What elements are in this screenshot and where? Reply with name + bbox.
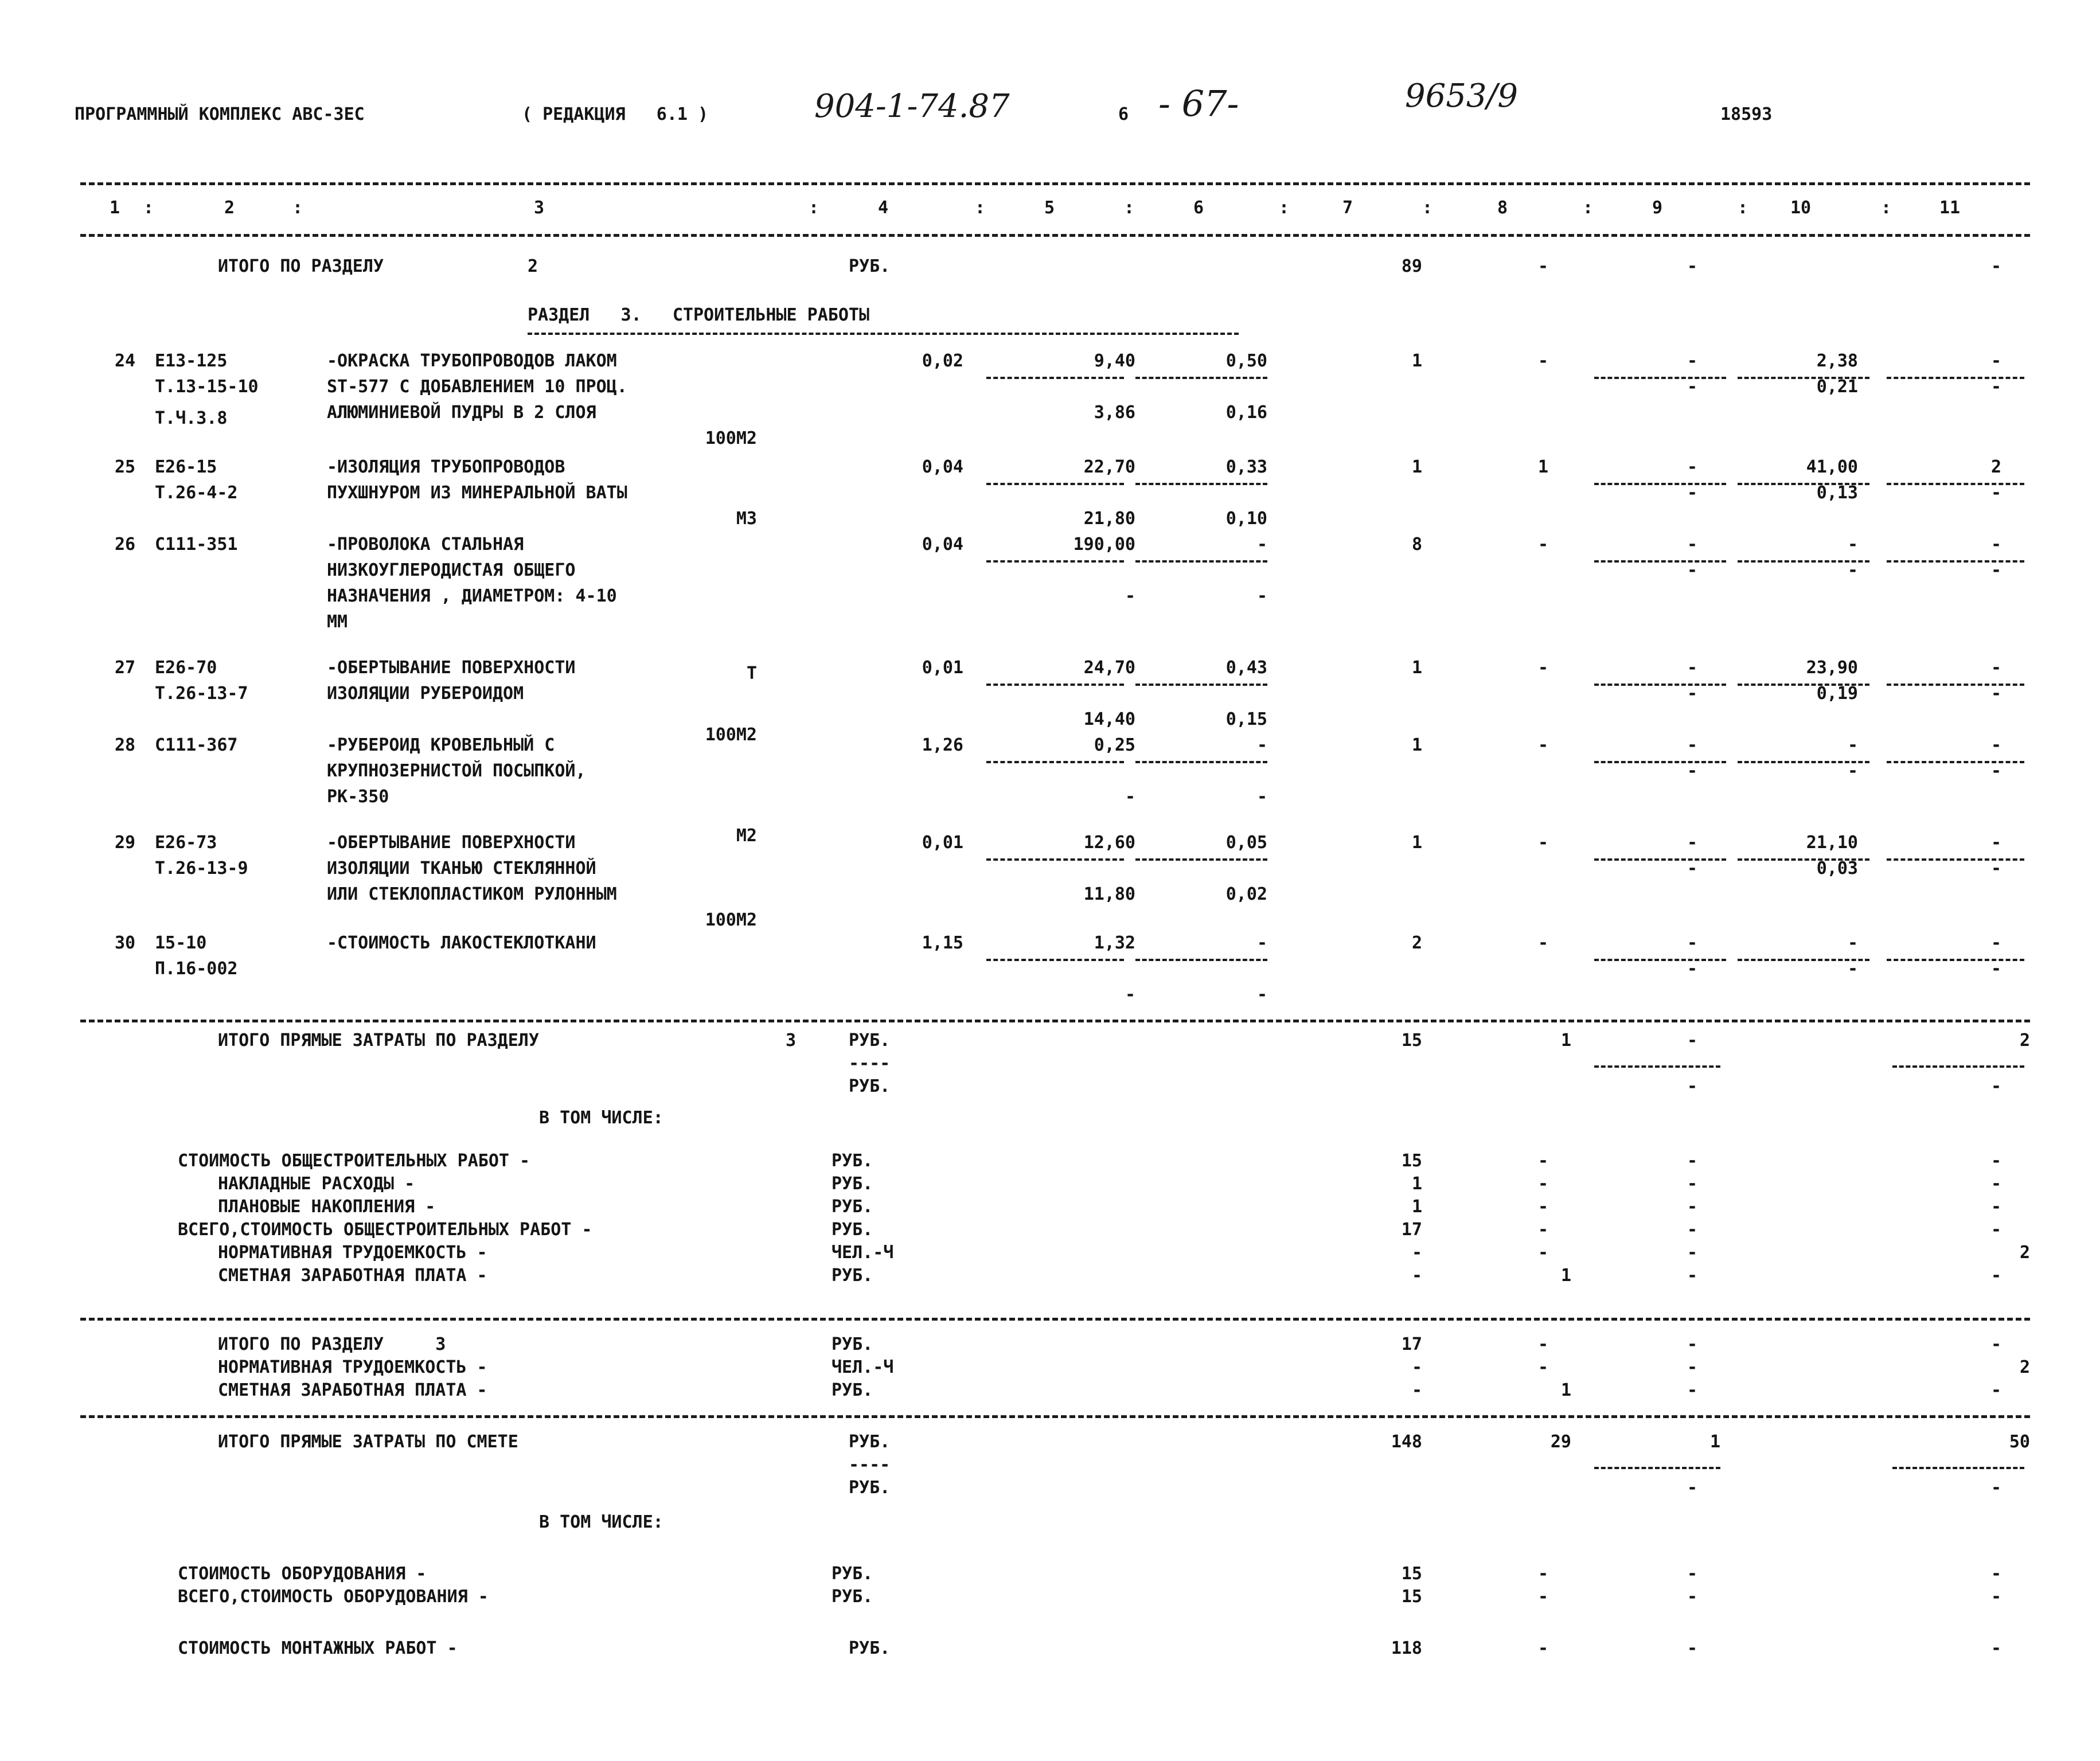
direct-costs-section-label: ИТОГО ПРЯМЫЕ ЗАТРАТЫ ПО РАЗДЕЛУ (218, 1030, 539, 1051)
item-col10: - (1847, 933, 1858, 953)
item-description-line: -СТОИМОСТЬ ЛАКОСТЕКЛОТКАНИ (327, 933, 596, 953)
col-head-9: 9 (1652, 198, 1663, 218)
row-unit: РУБ. (832, 1266, 873, 1286)
item-col6-wage: 0,02 (1225, 884, 1267, 904)
item-code: 15-10 (155, 933, 207, 953)
item-number: 30 (115, 933, 136, 953)
item-col9: - (1687, 933, 1697, 953)
row-label: НОРМАТИВНАЯ ТРУДОЕМКОСТЬ - (218, 1243, 487, 1263)
handwritten-code: 904-1-74.87 (814, 88, 1010, 125)
program-name: ПРОГРАММНЫЙ КОМПЛЕКС АВС-ЗЕС (75, 104, 365, 124)
direct-costs-section-c11: 2 (2019, 1030, 2030, 1051)
item-number: 25 (115, 457, 136, 477)
direct-costs-estimate-c7: 148 (1391, 1432, 1422, 1452)
item-description-line: ST-577 С ДОБАВЛЕНИЕМ 10 ПРОЦ. (327, 377, 627, 397)
direct-costs-section-unit2: РУБ. (849, 1076, 891, 1096)
row-col8: - (1537, 1564, 1548, 1584)
item-col10: 41,00 (1806, 457, 1858, 477)
row-col11: - (1990, 1197, 2001, 1217)
item-col7: 1 (1411, 351, 1422, 371)
row-label: НОРМАТИВНАЯ ТРУДОЕМКОСТЬ - (218, 1357, 487, 1377)
direct-costs-section-c9: - (1687, 1030, 1697, 1051)
including-label-1: В ТОМ ЧИСЛЕ: (539, 1108, 663, 1128)
item-description-line: НАЗНАЧЕНИЯ , ДИАМЕТРОМ: 4-10 (327, 586, 617, 606)
item-col10-sub: - (1847, 560, 1858, 580)
row-col8: - (1537, 1334, 1548, 1354)
item-code: С111-351 (155, 534, 238, 555)
item-description-line: КРУПНОЗЕРНИСТОЙ ПОСЫПКОЙ, (327, 761, 586, 781)
item-col7: 1 (1411, 735, 1422, 755)
direct-costs-estimate-c11: 50 (2009, 1432, 2030, 1452)
row-label: НАКЛАДНЫЕ РАСХОДЫ - (218, 1174, 415, 1194)
item-code-2: Т.26-4-2 (155, 483, 238, 503)
section2-total-label: ИТОГО ПО РАЗДЕЛУ (218, 256, 384, 276)
col-head-8: 8 (1497, 198, 1508, 218)
direct-costs-estimate-unit: РУБ. (849, 1432, 891, 1452)
item-col9: - (1687, 735, 1697, 755)
row-col7: 15 (1401, 1587, 1422, 1607)
direct-costs-section-c7: 15 (1401, 1030, 1422, 1051)
item-col5-total: 1,32 (1094, 933, 1135, 953)
col-head-5: 5 (1044, 198, 1055, 218)
row-label: ПЛАНОВЫЕ НАКОПЛЕНИЯ - (218, 1197, 436, 1217)
direct-costs-estimate-unit-sep: ---- (849, 1455, 891, 1475)
section2-total-c9: - (1687, 256, 1697, 276)
item-col11-sub: - (1990, 560, 2001, 580)
row-col11: - (1990, 1587, 2001, 1607)
item-col6-total: - (1256, 534, 1267, 555)
col-head-4: 4 (877, 198, 889, 218)
item-col11: - (1990, 933, 2001, 953)
row-col7: 15 (1401, 1151, 1422, 1171)
direct-costs-estimate-c9: 1 (1709, 1432, 1720, 1452)
installation-c7: 118 (1391, 1638, 1422, 1658)
installation-unit: РУБ. (849, 1638, 891, 1658)
row-col8: - (1537, 1197, 1548, 1217)
item-col9-sub: - (1687, 483, 1697, 503)
row-col11: - (1990, 1151, 2001, 1171)
direct-costs-section-unit-sep: ---- (849, 1053, 891, 1073)
item-col6-wage: 0,10 (1225, 509, 1267, 529)
row-label: ИТОГО ПО РАЗДЕЛУ 3 (218, 1334, 446, 1354)
row-col9: - (1687, 1174, 1697, 1194)
item-number: 24 (115, 351, 136, 371)
row-col8: - (1537, 1174, 1548, 1194)
row-col9: - (1687, 1151, 1697, 1171)
direct-costs-section-c8: 1 (1560, 1030, 1571, 1051)
item-description-line: ИЗОЛЯЦИИ ТКАНЬЮ СТЕКЛЯННОЙ (327, 858, 596, 878)
item-code-2: Т.13-15-10 (155, 377, 259, 397)
row-col9: - (1687, 1564, 1697, 1584)
item-col6-total: 0,05 (1225, 833, 1267, 853)
direct-costs-section-unit: РУБ. (849, 1030, 891, 1051)
item-col9-sub: - (1687, 377, 1697, 397)
item-col6-total: 0,33 (1225, 457, 1267, 477)
item-number: 29 (115, 833, 136, 853)
item-col5-total: 24,70 (1083, 658, 1135, 678)
direct-costs-estimate-c11b: - (1990, 1478, 2001, 1498)
item-col11: - (1990, 658, 2001, 678)
item-col10-sub: 0,03 (1816, 858, 1858, 878)
item-col6-total: - (1256, 735, 1267, 755)
item-quantity: 0,01 (922, 658, 963, 678)
item-col5-wage: 21,80 (1083, 509, 1135, 529)
row-col9: - (1687, 1197, 1697, 1217)
item-col5-wage: - (1125, 787, 1135, 807)
item-unit: 100М2 (705, 428, 757, 448)
item-col5-total: 9,40 (1094, 351, 1135, 371)
item-col5-wage: 11,80 (1083, 884, 1135, 904)
item-col7: 1 (1411, 833, 1422, 853)
item-description-line: АЛЮМИНИЕВОЙ ПУДРЫ В 2 СЛОЯ (327, 403, 596, 423)
row-col7: 1 (1411, 1174, 1422, 1194)
direct-costs-estimate-label: ИТОГО ПРЯМЫЕ ЗАТРАТЫ ПО СМЕТЕ (218, 1432, 518, 1452)
item-col6-wage: - (1256, 586, 1267, 606)
item-unit: Т (746, 663, 757, 684)
item-col8: - (1537, 735, 1548, 755)
item-description-line: -ОКРАСКА ТРУБОПРОВОДОВ ЛАКОМ (327, 351, 617, 371)
item-code-2: Т.26-13-9 (155, 858, 248, 878)
item-col11-sub: - (1990, 761, 2001, 781)
section2-total-unit: РУБ. (849, 256, 891, 276)
item-col11: 2 (1990, 457, 2001, 477)
item-col5-wage: 3,86 (1094, 403, 1135, 423)
item-col5-wage: - (1125, 985, 1135, 1005)
row-col11: - (1990, 1380, 2001, 1400)
item-col5-total: 22,70 (1083, 457, 1135, 477)
item-description-line: НИЗКОУГЛЕРОДИСТАЯ ОБЩЕГО (327, 560, 576, 580)
handwritten-ref: 9653/9 (1405, 77, 1519, 115)
item-code: Е26-15 (155, 457, 217, 477)
doc-number: 18593 (1720, 104, 1773, 124)
item-quantity: 0,04 (922, 457, 963, 477)
item-col7: 1 (1411, 457, 1422, 477)
direct-costs-estimate-c9b: - (1687, 1478, 1697, 1498)
row-unit: ЧЕЛ.-Ч (832, 1357, 894, 1377)
item-description-line: ИЛИ СТЕКЛОПЛАСТИКОМ РУЛОННЫМ (327, 884, 617, 904)
row-col8: - (1537, 1220, 1548, 1240)
estimate-page: ПРОГРАММНЫЙ КОМПЛЕКС АВС-ЗЕС ( РЕДАКЦИЯ 6.1 ) 904-1-74.87 6 - 67- 9653/9 18593 1 2 3 4 5 6 7 8 9 10 11 : : : : : : : : : : ИТОГО ПО РАЗДЕЛУ 2 РУБ. 89 - - - РАЗДЕЛ 3. СТРОИТЕЛЬНЫЕ РАБОТЫ 24 Е13-125 Т.13-15-10 Т.Ч.3.8 -ОКРАСКА ТРУБОПРОВОДОВ ЛАКОМ ST-577 С ДОБАВЛЕНИЕМ 10 ПРОЦ. АЛЮМИНИЕВОЙ ПУДРЫ В 2 СЛОЯ 100М2 0,02 9,40 0,50 3,86 0,16 1 - - 2,38 - - 0,21 - 25 Е26-15 Т.26-4-2 -ИЗОЛЯЦИЯ ТРУБОПРОВОДОВ ПУХШНУРОМ ИЗ МИНЕРАЛЬНОЙ ВАТЫ М3 0,04 22,70 0,33 21,80 0,10 1 1 - 41,00 2 - 0,13 - 26 С111-351 -ПРОВОЛОКА СТАЛЬНАЯ НИЗКОУГЛЕРОДИСТАЯ ОБЩЕГО НАЗНАЧЕНИЯ , ДИАМЕТРОМ: 4-10 ММ Т 0,04 190,00 - - - 8 - - - - - - - 27 Е26-70 Т.26-13-7 -ОБЕРТЫВАНИЕ ПОВЕРХНОСТИ ИЗОЛЯЦИИ РУБЕРОИДОМ 100М2 0,01 24,70 0,43 14,40 0,15 1 - - 23,90 - - 0,19 - 28 С111-367 -РУБЕРОИД КРОВЕЛЬНЫЙ С КРУПНОЗЕРНИСТОЙ ПОСЫПКОЙ, РК-350 М2 1,26 0,25 - - - 1 - - - - - - - 29 Е26-73 Т.26-13-9 -ОБЕРТЫВАНИЕ ПОВЕРХНОСТИ ИЗОЛЯЦИИ ТКАНЬЮ СТЕКЛЯННОЙ ИЛИ СТЕКЛОПЛАСТИКОМ РУЛОННЫМ 100М2 0,01 12,60 0,05 11,80 0,02 1 - - 21,10 - - 0,03 - 30 15-10 П.16-002 -СТОИМОСТЬ ЛАКОСТЕКЛОТКАНИ 1,15 1,32 - - - 2 - - - - - - - ИТОГО ПРЯМЫЕ ЗАТРАТЫ ПО РАЗДЕЛУ 3 РУБ. ---- РУБ. 15 1 - 2 - - В ТОМ ЧИСЛЕ: СТОИМОСТЬ ОБЩЕСТРОИТЕЛЬНЫХ РАБОТ - РУБ. 15 - - - НАКЛАДНЫЕ РАСХОДЫ - РУБ. 1 - - - ПЛАНОВЫЕ НАКОПЛЕНИЯ - РУБ. 1 - - - ВСЕГО,СТОИМОСТЬ ОБЩЕСТРОИТЕЛЬНЫХ РАБОТ - РУБ. 17 - - - НОРМАТИВНАЯ ТРУДОЕМКОСТЬ - ЧЕЛ.-Ч - - - 2 СМЕТНАЯ ЗАРАБОТНАЯ ПЛАТА - РУБ. - 1 - - ИТОГО ПО РАЗДЕЛУ 3 РУБ. 17 - - - НОРМАТИВНАЯ ТРУДОЕМКОСТЬ - ЧЕЛ.-Ч - - - 2 СМЕТНАЯ ЗАРАБОТНАЯ ПЛАТА - РУБ. - 1 - - ИТОГО ПРЯМЫЕ ЗАТРАТЫ ПО СМЕТЕ РУБ. ---- РУБ. 148 29 1 50 - - В ТОМ ЧИСЛЕ: СТОИМОСТЬ ОБОРУДОВАНИЯ - РУБ. 15 - - - ВСЕГО,СТОИМОСТЬ ОБОРУДОВАНИЯ - РУБ. 15 - - - СТОИМОСТЬ МОНТАЖНЫХ РАБОТ - РУБ. 118 - - - (0, 0, 2100, 1761)
row-label: ВСЕГО,СТОИМОСТЬ ОБОРУДОВАНИЯ - (178, 1587, 489, 1607)
row-col9: - (1687, 1334, 1697, 1354)
row-col8: 1 (1560, 1266, 1571, 1286)
item-col7: 1 (1411, 658, 1422, 678)
row-col7: 17 (1401, 1220, 1422, 1240)
row-col8: - (1537, 1587, 1548, 1607)
row-col7: - (1411, 1380, 1422, 1400)
col-head-11: 11 (1939, 198, 1961, 218)
row-unit: РУБ. (832, 1380, 873, 1400)
item-col8: - (1537, 833, 1548, 853)
item-description-line: -ПРОВОЛОКА СТАЛЬНАЯ (327, 534, 524, 555)
item-col9: - (1687, 351, 1697, 371)
row-label: СТОИМОСТЬ ОБЩЕСТРОИТЕЛЬНЫХ РАБОТ - (178, 1151, 530, 1171)
item-unit: 100М2 (705, 725, 757, 745)
item-col10-sub: 0,19 (1816, 684, 1858, 704)
item-quantity: 1,26 (922, 735, 963, 755)
item-description-line: -ОБЕРТЫВАНИЕ ПОВЕРХНОСТИ (327, 658, 576, 678)
row-col7: - (1411, 1243, 1422, 1263)
row-col11: 2 (2019, 1357, 2030, 1377)
item-code-2: Т.26-13-7 (155, 684, 248, 704)
item-col11: - (1990, 833, 2001, 853)
item-col11-sub: - (1990, 377, 2001, 397)
row-unit: ЧЕЛ.-Ч (832, 1243, 894, 1263)
page-number: - 67- (1158, 83, 1239, 124)
item-unit: 100М2 (705, 910, 757, 930)
item-code: Е13-125 (155, 351, 228, 371)
item-col10: 23,90 (1806, 658, 1858, 678)
col-head-3: 3 (533, 198, 545, 218)
item-unit: М3 (736, 509, 757, 529)
row-label: ВСЕГО,СТОИМОСТЬ ОБЩЕСТРОИТЕЛЬНЫХ РАБОТ - (178, 1220, 592, 1240)
row-col8: 1 (1560, 1380, 1571, 1400)
rule-header-bottom (80, 234, 2030, 237)
section2-total-c7: 89 (1401, 256, 1422, 276)
col-head-10: 10 (1790, 198, 1812, 218)
rule-top (80, 182, 2030, 185)
section2-total-c8: - (1537, 256, 1548, 276)
col-head-7: 7 (1342, 198, 1353, 218)
row-col11: - (1990, 1564, 2001, 1584)
row-col7: - (1411, 1266, 1422, 1286)
row-col7: - (1411, 1357, 1422, 1377)
row-col9: - (1687, 1266, 1697, 1286)
row-unit: РУБ. (832, 1151, 873, 1171)
row-col7: 1 (1411, 1197, 1422, 1217)
row-unit: РУБ. (832, 1220, 873, 1240)
item-col10: - (1847, 534, 1858, 555)
item-unit: М2 (736, 825, 757, 846)
edition: ( РЕДАКЦИЯ 6.1 ) (522, 104, 709, 124)
item-col9: - (1687, 534, 1697, 555)
row-col11: - (1990, 1220, 2001, 1240)
row-col11: 2 (2019, 1243, 2030, 1263)
row-col9: - (1687, 1380, 1697, 1400)
item-col11-sub: - (1990, 858, 2001, 878)
section2-total-c11: - (1990, 256, 2001, 276)
direct-costs-section-num: 3 (786, 1030, 797, 1051)
item-col8: - (1537, 534, 1548, 555)
direct-costs-estimate-c8: 29 (1550, 1432, 1571, 1452)
item-description-line: РК-350 (327, 787, 389, 807)
item-col9-sub: - (1687, 560, 1697, 580)
item-quantity: 0,02 (922, 351, 963, 371)
row-unit: РУБ. (832, 1197, 873, 1217)
item-col7: 8 (1411, 534, 1422, 555)
col-head-1: 1 (109, 198, 120, 218)
page-prefix: 6 (1118, 104, 1129, 124)
installation-label: СТОИМОСТЬ МОНТАЖНЫХ РАБОТ - (178, 1638, 458, 1658)
section2-total-num: 2 (528, 256, 538, 276)
col-head-6: 6 (1193, 198, 1204, 218)
item-code: Е26-73 (155, 833, 217, 853)
item-number: 27 (115, 658, 136, 678)
item-col10-sub: - (1847, 959, 1858, 979)
row-col7: 15 (1401, 1564, 1422, 1584)
row-label: СМЕТНАЯ ЗАРАБОТНАЯ ПЛАТА - (218, 1380, 487, 1400)
item-code-3: Т.Ч.3.8 (155, 408, 228, 428)
item-col6-wage: - (1256, 787, 1267, 807)
row-col7: 17 (1401, 1334, 1422, 1354)
item-col7: 2 (1411, 933, 1422, 953)
installation-c9: - (1687, 1638, 1697, 1658)
item-col9-sub: - (1687, 761, 1697, 781)
row-col8: - (1537, 1243, 1548, 1263)
item-col11-sub: - (1990, 483, 2001, 503)
row-col8: - (1537, 1357, 1548, 1377)
item-col8: - (1537, 933, 1548, 953)
direct-costs-section-c11b: - (1990, 1076, 2001, 1096)
item-description-line: -ИЗОЛЯЦИЯ ТРУБОПРОВОДОВ (327, 457, 565, 477)
row-col11: - (1990, 1266, 2001, 1286)
installation-c8: - (1537, 1638, 1548, 1658)
item-description-line: ИЗОЛЯЦИИ РУБЕРОИДОМ (327, 684, 524, 704)
row-unit: РУБ. (832, 1564, 873, 1584)
item-col9-sub: - (1687, 858, 1697, 878)
row-col8: - (1537, 1151, 1548, 1171)
row-unit: РУБ. (832, 1334, 873, 1354)
row-label: СМЕТНАЯ ЗАРАБОТНАЯ ПЛАТА - (218, 1266, 487, 1286)
row-col11: - (1990, 1174, 2001, 1194)
item-col11: - (1990, 351, 2001, 371)
col-head-2: 2 (224, 198, 235, 218)
item-code-2: П.16-002 (155, 959, 238, 979)
installation-c11: - (1990, 1638, 2001, 1658)
row-col9: - (1687, 1243, 1697, 1263)
item-col8: - (1537, 351, 1548, 371)
item-col10: - (1847, 735, 1858, 755)
direct-costs-estimate-unit2: РУБ. (849, 1478, 891, 1498)
item-quantity: 0,04 (922, 534, 963, 555)
item-col11: - (1990, 534, 2001, 555)
item-col5-total: 190,00 (1073, 534, 1135, 555)
item-description-line: -ОБЕРТЫВАНИЕ ПОВЕРХНОСТИ (327, 833, 576, 853)
item-col10: 21,10 (1806, 833, 1858, 853)
section3-title: РАЗДЕЛ 3. СТРОИТЕЛЬНЫЕ РАБОТЫ (528, 305, 870, 325)
item-description-line: -РУБЕРОИД КРОВЕЛЬНЫЙ С (327, 735, 555, 755)
row-col9: - (1687, 1220, 1697, 1240)
item-col6-total: 0,43 (1225, 658, 1267, 678)
item-col5-wage: - (1125, 586, 1135, 606)
item-col10-sub: - (1847, 761, 1858, 781)
item-col5-wage: 14,40 (1083, 709, 1135, 729)
item-col9-sub: - (1687, 684, 1697, 704)
item-col6-total: - (1256, 933, 1267, 953)
item-description-line: ПУХШНУРОМ ИЗ МИНЕРАЛЬНОЙ ВАТЫ (327, 483, 627, 503)
item-col9-sub: - (1687, 959, 1697, 979)
row-label: СТОИМОСТЬ ОБОРУДОВАНИЯ - (178, 1564, 427, 1584)
item-col11-sub: - (1990, 959, 2001, 979)
item-col10: 2,38 (1816, 351, 1858, 371)
item-col6-wage: 0,15 (1225, 709, 1267, 729)
item-quantity: 1,15 (922, 933, 963, 953)
row-col9: - (1687, 1357, 1697, 1377)
item-col5-total: 12,60 (1083, 833, 1135, 853)
item-col9: - (1687, 658, 1697, 678)
item-col11-sub: - (1990, 684, 2001, 704)
row-col9: - (1687, 1587, 1697, 1607)
including-label-2: В ТОМ ЧИСЛЕ: (539, 1512, 663, 1532)
direct-costs-section-c9b: - (1687, 1076, 1697, 1096)
row-col11: - (1990, 1334, 2001, 1354)
item-col8: - (1537, 658, 1548, 678)
item-code: С111-367 (155, 735, 238, 755)
item-col9: - (1687, 457, 1697, 477)
item-col11: - (1990, 735, 2001, 755)
item-description-line: ММ (327, 612, 348, 632)
item-quantity: 0,01 (922, 833, 963, 853)
item-col8: 1 (1537, 457, 1548, 477)
item-number: 28 (115, 735, 136, 755)
item-col9: - (1687, 833, 1697, 853)
item-col6-wage: - (1256, 985, 1267, 1005)
item-col6-total: 0,50 (1225, 351, 1267, 371)
item-number: 26 (115, 534, 136, 555)
row-unit: РУБ. (832, 1587, 873, 1607)
item-col6-wage: 0,16 (1225, 403, 1267, 423)
row-unit: РУБ. (832, 1174, 873, 1194)
item-col5-total: 0,25 (1094, 735, 1135, 755)
item-code: Е26-70 (155, 658, 217, 678)
item-col10-sub: 0,21 (1816, 377, 1858, 397)
item-col10-sub: 0,13 (1816, 483, 1858, 503)
